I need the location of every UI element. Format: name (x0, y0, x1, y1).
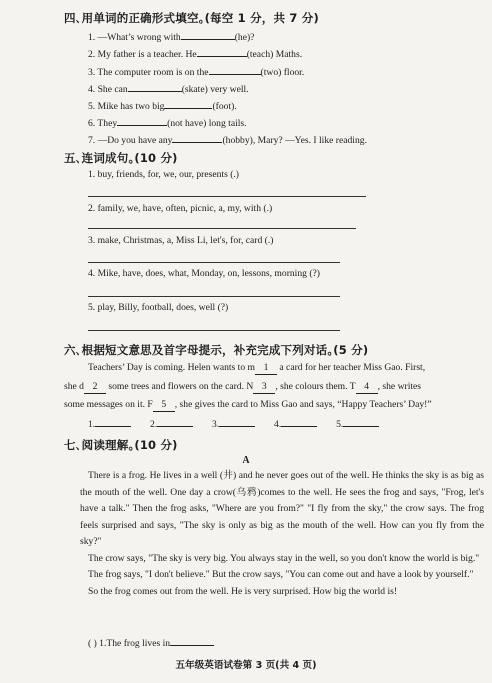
section-4-title: 四､用单词的正确形式填空｡(每空 1 分，共 7 分) (64, 11, 319, 25)
s6-text-3a: some messages on it. F (64, 399, 153, 410)
s7-question-1 (88, 636, 214, 650)
s6-text-1a: Teachers’ Day is coming. Helen wants to m (88, 362, 255, 373)
s5-item-4: 4. Mike, have, does, what, Monday, on, lessons, morning (?) (88, 268, 320, 279)
s4-item-3 (88, 65, 304, 79)
s4-item-7-hint: (hobby), Mary? —Yes. I like reading. (222, 135, 367, 146)
s4-item-1-hint: (he)? (234, 32, 255, 43)
s4-item-2-text: 2. My father is a teacher. He (88, 49, 197, 60)
s6-blank-3[interactable]: 3 (253, 381, 275, 394)
s4-item-6 (88, 116, 247, 130)
passage-paragraph-1: There is a frog. He lives in a well (井) and he never goes out of the well. He thinks the sky is as big as the mouth of the well. One day a crow(乌鸦)comes to the well. He sees the frog and says, "Frog, let's have a talk." Then the frog asks, "Where are you from?" "I fly from the sky," the crow says. The frog feels surprised and says, "The sky is only as big as the mouth of the well. How can you fly from the sky?" (80, 470, 484, 547)
s4-item-6-blank[interactable] (117, 116, 167, 126)
passage-label: A (242, 455, 250, 466)
s5-item-3: 3. make, Christmas, a, Miss Li, let's, for, card (.) (88, 235, 274, 246)
s6-blank-4[interactable]: 4 (356, 381, 378, 394)
s4-item-3-hint: (two) floor. (260, 67, 305, 78)
s4-item-5 (88, 99, 237, 113)
section-7-title: 七､阅读理解｡(10 分) (64, 438, 178, 452)
s6-blank-2[interactable]: 2 (84, 381, 106, 394)
s6-answer-blank-5[interactable] (343, 417, 379, 427)
s4-item-2-blank[interactable] (197, 47, 247, 57)
s4-item-5-blank[interactable] (164, 99, 212, 109)
s4-item-7-text: 7. —Do you have any (88, 135, 173, 146)
s6-text-2c: , she colours them. T (275, 381, 356, 392)
reading-passage (80, 468, 484, 600)
s4-item-3-blank[interactable] (209, 65, 261, 75)
s6-blank-1[interactable]: 1 (255, 362, 277, 375)
s4-item-5-hint: (foot). (212, 101, 237, 112)
s6-answer-label-3: 3. (212, 419, 220, 430)
s6-line-1 (88, 362, 425, 375)
s5-answer-line-1[interactable] (88, 196, 366, 197)
s5-answer-line-3[interactable] (88, 262, 340, 263)
s6-answer-label-5: 5. (336, 419, 344, 430)
s5-answer-line-4[interactable] (88, 296, 340, 297)
s4-item-3-text: 3. The computer room is on the (88, 67, 209, 78)
s4-item-4-blank[interactable] (128, 82, 182, 92)
s6-blank-5[interactable]: 5 (153, 399, 175, 412)
s4-item-1-text: 1. —What’s wrong with (88, 32, 181, 43)
s5-answer-line-5[interactable] (88, 330, 340, 331)
s6-answer-blank-2[interactable] (157, 417, 193, 427)
s4-item-1 (88, 30, 254, 44)
s4-item-6-text: 6. They (88, 118, 118, 129)
s5-item-1: 1. buy, friends, for, we, our, presents (.) (88, 169, 240, 180)
s6-line-3 (64, 399, 432, 412)
s6-text-1b: a card for her teacher Miss Gao. First, (277, 362, 426, 373)
s6-answer-row (88, 417, 379, 431)
passage-paragraph-2: The crow says, "The sky is very big. You always stay in the well, so you don't know the world is big." (88, 552, 480, 564)
s6-line-2 (64, 381, 421, 394)
s6-answer-blank-1[interactable] (95, 417, 131, 427)
s4-item-4-hint: (skate) very well. (181, 84, 249, 95)
s4-item-2 (88, 47, 302, 61)
s6-answer-blank-4[interactable] (281, 417, 317, 427)
s4-item-7 (88, 133, 367, 147)
s4-item-1-blank[interactable] (181, 30, 235, 40)
s4-item-2-hint: (teach) Maths. (246, 49, 303, 60)
page-footer: 五年级英语试卷第 3 页(共 4 页) (175, 660, 317, 671)
s4-item-4 (88, 82, 249, 96)
s6-answer-blank-3[interactable] (219, 417, 255, 427)
s4-item-7-blank[interactable] (172, 133, 222, 143)
s5-item-5: 5. play, Billy, football, does, well (?) (88, 302, 229, 313)
s7-question-1-blank[interactable] (170, 636, 214, 646)
s4-item-5-text: 5. Mike has two big (88, 101, 165, 112)
s5-item-2: 2. family, we, have, often, picnic, a, my, with (.) (88, 203, 273, 214)
s5-answer-line-2[interactable] (88, 228, 356, 229)
s6-answer-label-4: 4. (274, 419, 282, 430)
s4-item-6-hint: (not have) long tails. (167, 118, 247, 129)
s6-text-2b: some trees and flowers on the card. N (105, 381, 254, 392)
passage-paragraph-3: The frog says, "I don't believe." But the crow says, "You can come out and have a look by yourself." (88, 569, 474, 580)
s6-answer-label-2: 2. (150, 419, 158, 430)
s6-text-3b: , she gives the card to Miss Gao and says, “Happy Teachers’ Day!” (174, 399, 432, 410)
passage-paragraph-4: So the frog comes out from the well. He is very surprised. How big the world is! (88, 585, 398, 597)
s7-question-1-text: ( ) 1.The frog lives in (88, 638, 171, 649)
s4-item-4-text: 4. She can (88, 84, 128, 95)
s6-text-2d: , she writes (377, 381, 422, 392)
s6-text-2a: she d (64, 381, 84, 392)
section-5-title: 五､连词成句｡(10 分) (64, 151, 178, 165)
section-6-title: 六､根据短文意思及首字母提示，补充完成下列对话｡(5 分) (64, 343, 369, 357)
s6-answer-label-1: 1. (88, 419, 96, 430)
